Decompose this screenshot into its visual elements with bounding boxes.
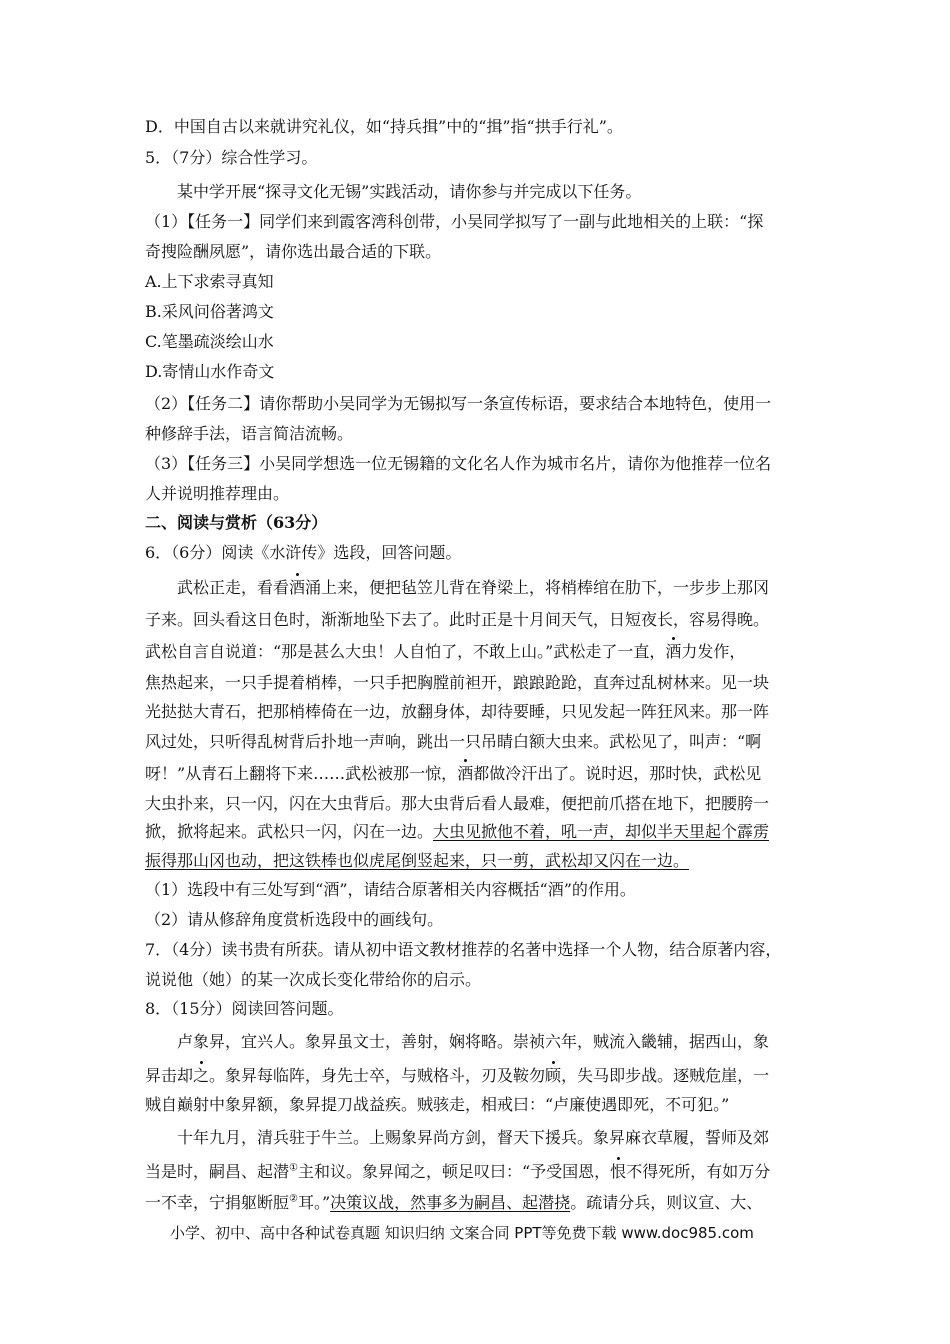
passage-line: 呀！”从青石上翻将下来……武松被那一惊，酒都做冷汗出了。说时迟，那时快，武松见 <box>145 764 762 783</box>
task-3-line-1: （3）【任务三】小吴同学想选一位无锡籍的文化名人作为城市名片，请你为他推荐一位名 <box>145 454 772 473</box>
passage-line: 焦热起来，一只手提着梢棒，一只手把胸膛前袒开，踉踉跄跄，直奔过乱树林来。见一块 <box>145 673 770 692</box>
question-6-sub-1: （1）选段中有三处写到“酒”，请结合原著相关内容概括“酒”的作用。 <box>145 880 636 899</box>
passage-line: 卢象昇，宜兴人。象昇虽文士，善射，娴将略。崇祯六年，贼流入畿辅，据西山，象 <box>177 1032 770 1051</box>
task-3-line-2: 人并说明推荐理由。 <box>145 484 290 503</box>
passage-line: 武松正走，看看酒涌上来，便把毡笠儿背在脊梁上，将梢棒绾在肋下，一步步上那冈 <box>177 578 770 597</box>
question-7-line-2: 说说他（她）的某一次成长变化带给你的启示。 <box>145 970 482 989</box>
underlined-sentence: 决策议战，然事多为嗣昌、起潜挠 <box>330 1193 571 1212</box>
passage-line: 昇击却之。象昇每临阵，身先士卒，与贼格斗，刃及鞍勿顾，失马即步战。逐贼危崖，一 <box>145 1066 770 1085</box>
question-5-intro: 某中学开展“探寻文化无锡”实践活动，请你参与并完成以下任务。 <box>177 182 642 201</box>
option-d-line: D．中国自古以来就讲究礼仪，如“持兵揖”中的“揖”指“拱手行礼”。 <box>145 117 623 136</box>
task-1-line-1: （1）【任务一】同学们来到霞客湾科创带，小吴同学拟写了一副与此地相关的上联：“探 <box>145 212 764 231</box>
task-2-line-2: 种修辞手法，语言简洁流畅。 <box>145 424 354 443</box>
passage-line: 当是时，嗣昌、起潜①主和议。象昇闻之，顿足叹曰：“予受国恩，恨不得死所，有如万分 <box>145 1162 771 1181</box>
footer-download-link[interactable]: 小学、初中、高中各种试卷真题 知识归纳 文案合同 PPT等免费下载 www.doc985.com <box>170 1224 754 1242</box>
passage-line: 武松自言自说道：“那是甚么大虫！人自怕了，不敢上山。”武松走了一直，酒力发作， <box>145 642 746 661</box>
passage-line: 一不幸，宁捐躯断脰②耳。”决策议战，然事多为嗣昌、起潜挠。疏请分兵，则议宣、大、 <box>145 1193 763 1212</box>
passage-line: 风过处，只听得乱树背后扑地一声响，跳出一只吊睛白额大虫来。武松见了，叫声：“啊 <box>145 732 762 751</box>
question-6-title: 6．（6分）阅读《水浒传》选段，回答问题。 <box>145 543 462 562</box>
section-2-heading: 二、阅读与赏析（63分） <box>145 513 328 532</box>
option-b: B.采风问俗著鸿文 <box>145 302 274 321</box>
passage-line: 大虫扑来，只一闪，闪在大虫背后。那大虫背后看人最难，便把前爪搭在地下，把腰胯一 <box>145 794 770 813</box>
option-a: A.上下求索寻真知 <box>145 272 274 291</box>
question-7-line-1: 7．（4分）读书贵有所获。请从初中语文教材推荐的名著中选择一个人物，结合原著内容， <box>145 940 782 959</box>
task-2-line-1: （2）【任务二】请你帮助小吴同学为无锡拟写一条宣传标语，要求结合本地特色，使用一 <box>145 394 772 413</box>
passage-line: 子来。回头看这日色时，渐渐地坠下去了。此时正是十月间天气，日短夜长，容易得晚。 <box>145 610 770 629</box>
footnote-1-marker: ① <box>289 1162 298 1174</box>
option-d: D.寄情山水作奇文 <box>145 362 275 381</box>
question-6-sub-2: （2）请从修辞角度赏析选段中的画线句。 <box>145 910 444 929</box>
underlined-sentence: 大虫见掀他不着，吼一声，却似半天里起个霹雳 <box>433 822 770 841</box>
passage-line: 掀，掀将起来。武松只一闪，闪在一边。大虫见掀他不着，吼一声，却似半天里起个霹雳 <box>145 822 770 841</box>
question-5-title: 5．（7分）综合性学习。 <box>145 148 318 167</box>
passage-line: 光挞挞大青石，把那梢棒倚在一边，放翻身体，却待要睡，只见发起一阵狂风来。那一阵 <box>145 702 770 721</box>
footnote-2-marker: ② <box>289 1193 298 1205</box>
underlined-sentence: 振得那山冈也动，把这铁棒也似虎尾倒竖起来，只一剪，武松却又闪在一边。 <box>145 851 690 870</box>
question-8-title: 8．（15分）阅读回答问题。 <box>145 999 344 1018</box>
task-1-line-2: 奇搜险酬夙愿”，请你选出最合适的下联。 <box>145 242 442 261</box>
option-c: C.笔墨疏淡绘山水 <box>145 332 274 351</box>
passage-line: 贼自巅射中象昇额，象昇提刀战益疾。贼骇走，相戒曰：“卢廉使遇即死，不可犯。” <box>145 1095 730 1114</box>
passage-line: 十年九月，清兵驻于牛兰。上赐象昇尚方剑，督天下援兵。象昇麻衣草履，誓师及郊 <box>177 1128 770 1147</box>
